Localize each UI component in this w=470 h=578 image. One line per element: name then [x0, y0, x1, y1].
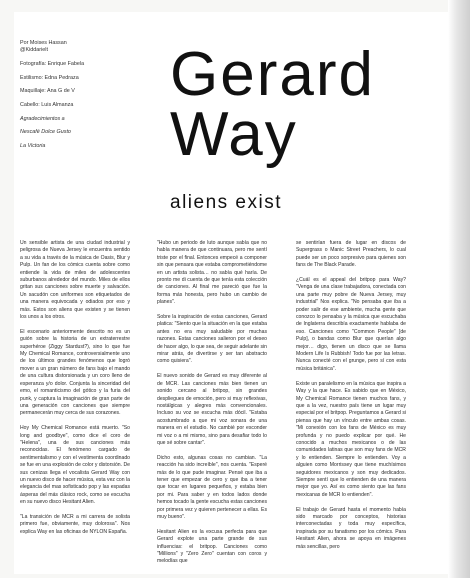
- credit-makeup: Maquillaje: Ana G de V: [20, 88, 75, 95]
- paragraph: "La transición de MCR a mi carrera de solista primero fue, obviamente, muy dolorosa". Nos explica Way en las oficinas de NYLON España.: [20, 513, 130, 535]
- article-column-3: [296, 240, 406, 558]
- credit-author: Por Moises Hassan @Kiddarielt: [20, 40, 67, 54]
- paragraph: Un sensible artista de una ciudad industrial y peligrosa de Nueva Jersey le encuentra sentido a su vida a través de la música de Oasis, Blur y Pulp. Un fan de los cómics cuenta sobre como entiende la vida de miles de adolescentes suburbanos alrededor del mundo. Miles de ellos gritan sus canciones sobre muerte y salvación. Un sacudón con uniformes son etiquetados de una manera equivocada y odiados por eso y más. Estos son aliens que existen y se tienen los unos a los otros.: [20, 240, 130, 321]
- paragraph: se sentirían fuera de lugar en discos de Supergrass o Manic Street Preachers, lo cual puede ser un poco sorpresivo para quienes son fans de The Black Parade.: [296, 240, 406, 269]
- thanks-sponsor-2: La Victoria: [20, 143, 46, 150]
- thanks-sponsor-1: Nescafé Dolce Gusto: [20, 129, 71, 136]
- credit-styling: Estilismo: Edna Pedraza: [20, 74, 79, 81]
- paragraph: "Hubo un periodo de luto aunque sabía que no había manera de que continuara, pero me sentí triste por el final. Entonces empecé a componer sin que pensara que estaba comprometiéndome en un artista solista… no sabía qué haría. De pronto me di cuenta de que tenía esta colección de canciones. Al final me pareció que fue la forma más honesta, pero hubo un cambio de planes".: [157, 240, 267, 306]
- title-line-2: Way: [170, 100, 298, 169]
- page-spine-shadow: [448, 0, 470, 578]
- credit-hair: Cabello: Luis Almanza: [20, 102, 74, 109]
- article-column-2: [157, 240, 267, 573]
- credit-photography: Fotografía: Enrique Fabela: [20, 60, 85, 67]
- paragraph: Sobre la inspiración de estas canciones, Gerard platica: "Siento que la situación en la que estaba antes no era muy saludable por muchas razones. Estas canciones salieron por el deseo de hacer algo, lo que sea, de seguir adelante sin mirar atrás, de divertirse y ser tan abstracto como quisiera".: [157, 314, 267, 365]
- credits-block: [20, 40, 130, 157]
- article-column-1: [20, 240, 130, 544]
- title-line-1: Gerard: [170, 40, 375, 109]
- article-subtitle: aliens exist: [170, 192, 282, 213]
- article-title: [170, 40, 430, 169]
- paragraph: Dicho esto, algunas cosas no cambian. "La reacción ha sido increíble", nos cuenta. "Esperé más de lo que pude imaginar. Pensé que iba a tener que empezar de cero y que iba a tener que tocar en lugares pequeños, y estaba bien por mi. Para saber y en todos lados donde hemos tocado la gente escucha estas canciones por primera vez y quieren pertenecer a ellas. Es muy bueno".: [157, 454, 267, 520]
- paragraph: ¿Cuál es el appeal del britpop para Way? "Venga de una clase trabajadora, conectada con una parte muy pobre de Nueva Jersey, muy industrial" Nos explica. "No pensaba que iba a poder salir de ese ambiente, mucha gente que conozco lo pensaba y la música que escuchaba de Inglaterra describía exactamente hablaba de eso. Canciones como "Common People" [de Pulp], o bandas como Blur que querían algo mejor… digo, tienen un disco que se llama Modern Life Is Rubbish! Todo fue por las letras. Nunca conecté con el grunge, pero sí con esta música británica".: [296, 277, 406, 372]
- paragraph: Hoy My Chemical Romance está muerto. "So long and goodbye", como dice el coro de "Helena", una de sus canciones más reconocidas. El fenómeno cargado de sentimentalismo y con el vestimenta coordinado se fue en una explosión de color y distorsión. De sus cenizas llega el vocalista Gerard Way con un nuevo disco de hacer música, esta vez con la elegancia del mas sofisticado pop y las espadas ásperas del más clásico rock, como se escucha en su nuevo disco Hesitant Alien.: [20, 425, 130, 506]
- thanks-heading: Agradecimientos a: [20, 115, 65, 122]
- paragraph: El trabajo de Gerard hasta el momento había sido marcado por conceptos, historias interconectadas y toda muy específica, inspirada por su fanatismo por los cómics. Para Hesitant Alien, ahora se apoya en imágenes más sencillas, pero: [296, 506, 406, 550]
- paragraph: Existe un paralelismo en la música que inspira a Way y la que hace. Es sabido que en México, My Chemical Romance tienen muchos fans, y que a la vez, nuestro país tiene un lugar muy especial por el britpop. Preguntamos a Gerard si piensa que hay un vínculo entre ambas cosas. "Mi conexión con los fans de México es muy profunda y no puedo explicar por qué. He conocido a muchos mexicanos o de las comunidades latinas que son muy fans de MCR y lo entienden. Siempre lo entienden. Voy a alguien como Morrissey que tiene muchísimos seguidores mexicanos y son muy dedicados. Siempre sentí que lo entienden de una manera mejor que yo. Así es como siento que las fans mexicanas de MCR lo entienden".: [296, 380, 406, 498]
- paragraph: El nuevo sonido de Gerard es muy diferente al de MCR. Las canciones más bien tienen un sonido cercano al britpop, sin grandes despliegues de emoción, pero si muy reflexivas, nostálgicas y alegres más convencionales. Incluso su voz se escucha más dócil. "Estaba acostumbrado a que mi voz sonara de una manera en el estudio. No cambié por esconder mi voz o a mi mismo, sino para desafiar todo lo que sé sobre cantar".: [157, 373, 267, 446]
- paragraph: Hesitant Alien es la excusa perfecta para que Gerard explote una parte grande de sus influencias: el britpop. Canciones como "Millions" y "Zero Zero" cuentan con coros y melodías que: [157, 528, 267, 565]
- paragraph: El escenario anteriormente descrito no es un guión sobre la historia de un extraterrestre superhéroe (Ziggy Stardust?), sino lo que fue My Chemical Romance, controversialmente uno de los últimos grandes fenómenos que logró mover a un gran número de fans bajo el mando de una cultura distorsionada y un coro lleno de esperanza y/o dolor. Conjunta la sinceridad del emo, el romanticismo del gótico y la furia del punk, y captura la imaginación de gran parte de una generación con canciones que siempre permanecerán muy cerca de sus corazones.: [20, 328, 130, 417]
